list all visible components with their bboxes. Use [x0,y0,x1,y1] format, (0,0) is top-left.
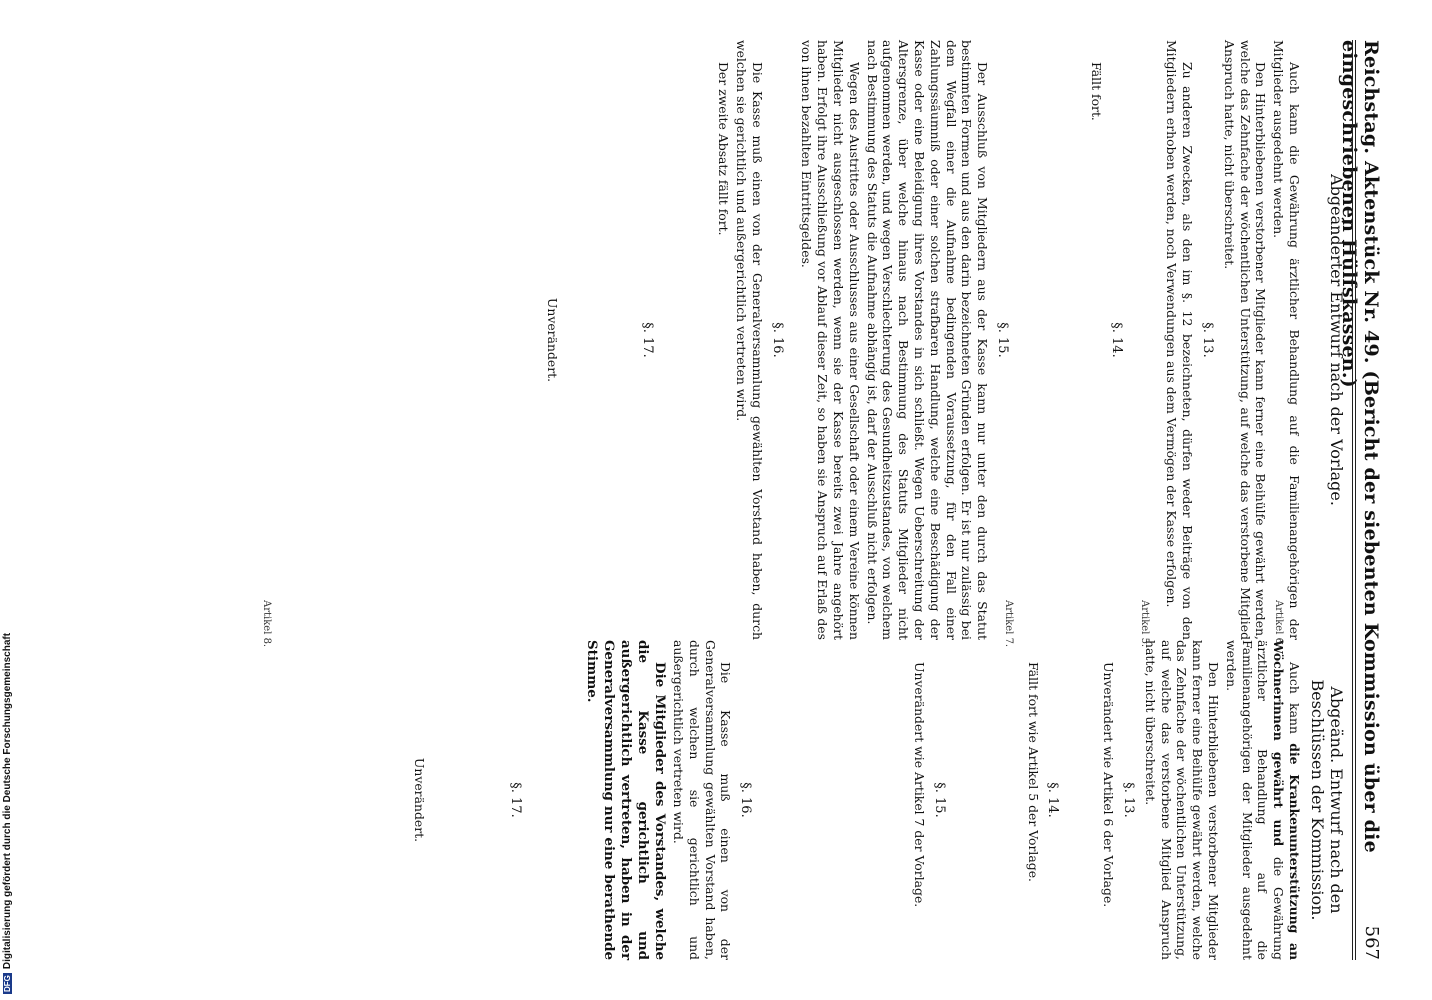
right-paragraph: Unverändert wie Artikel 7 der Vorlage. [912,662,928,908]
section-heading: §. 17. [640,322,656,358]
left-paragraph: Der zweite Absatz fällt fort. [716,62,732,236]
left-paragraph: Den Hinterbliebenen verstorbener Mitglieder kann ferner eine Beihülfe gewährt werden, welche das Zehnfache der wöchentlichen Unterstützung, auf welche das verstorbene Mitglied Anspruch hatte, nicht überschreitet. [1221,40,1269,640]
margin-note: Artikel 7. [1003,600,1014,648]
section-heading: §. 16. [738,782,754,818]
margin-note: Artikel 8. [261,600,272,648]
margin-note: Artikel 5. [1139,600,1150,648]
right-column-title: Abgeänd. Entwurf nach den Beschlüssen der Kommission. [1308,679,1346,921]
left-paragraph: Die Kasse muß einen von der Generalversammlung gewählten Vorstand haben, durch welchen sie gerichtlich und außergerichtlich vertreten wird. [734,40,765,640]
page-number: 567 [1361,925,1382,960]
spacer [759,640,909,960]
header-rule-2 [1352,40,1353,960]
left-paragraph: Der Ausschluß von Mitgliedern aus der Kasse kann nur unter den durch das Statut bestimmten Formen und aus den darin bezeichneten Gründen erfolgen. Er ist nur zulässig bei dem Wegfall einer die Aufnahme bedingenden Voraussetzung, für den Fall einer Zahlungssäumniß oder einer solchen strafbaren Handlung, welche eine Beschädigung der Kasse oder eine Beleidigung ihres Vorstandes in sich schließt. Wegen Ueberschreitung der Altersgrenze, über welche hinaus nach Bestimmung des Statuts Mitglieder nicht aufgenommen werden, und wegen Verschlechterung des Gesundheitszustandes, von welchem nach Bestimmung des Statuts die Aufnahme abhängig ist, darf der Ausschluß nicht erfolgen. [864,40,991,640]
section-heading: §. 15. [931,782,947,818]
section-heading: §. 13. [1121,782,1137,818]
text-run: Auch kann [1287,662,1302,744]
left-paragraph: Wegen des Austrittes oder Ausschlusses aus einer Gesellschaft oder einem Vereine können Mitglieder nicht ausgeschlossen werden, wenn sie der Kasse bereits zwei Jahre angehört haben. Erfolgt ihre Ausschließung vor Ablauf dieser Zeit, so haben sie Anspruch auf Erlaß des von ihnen bezahlten Eintrittsgeldes. [799,40,862,640]
right-paragraph: Die Mitglieder des Vorstandes, welche die Kasse gerichtlich und außergerichtlich vertreten, haben in der Generalversammlung nur eine berathende Stimme. [584,640,669,960]
section-heading: §. 16. [769,322,785,358]
left-paragraph: Zu anderen Zwecken, als den im §. 12 bezeichneten, dürfen weder Beiträge von den Mitgliedern erhoben werden, noch Verwendungen aus dem Vermögen der Kasse erfolgen. [1164,40,1196,640]
right-column [412,640,1302,960]
left-paragraph: Auch kann die Gewährung ärztlicher Behandlung auf die Familienangehörigen der Mitglieder ausgedehnt werden. [1271,40,1302,640]
margin-note: Artikel 6. [1273,600,1284,648]
left-paragraph: Fällt fort. [1088,62,1104,121]
funding-text: Digitalisierung gefördert durch die Deutsche Forschungsgemeinschaft [2,632,13,970]
section-heading: §. 13. [1200,322,1216,358]
right-paragraph: Die Kasse muß einen von der Generalversammlung gewählten Vorstand haben, durch welchen sie gerichtlich und außergerichtlich vertreten wird. [671,640,734,960]
right-paragraph: Den Hinterbliebenen verstorbener Mitglieder kann ferner eine Beihülfe gewährt werden, welche das Zehnfache der wöchentlichen Unterstützung, auf welche das verstorbene Mitglied Anspruch hatte, nicht überschreitet. [1142,640,1222,960]
right-paragraph [1223,640,1302,960]
right-paragraph: Fällt fort wie Artikel 5 der Vorlage. [1025,662,1041,882]
running-title: Reichstag. Aktenstück Nr. 49. (Bericht der siebenten Kommission über die eingeschriebenen Hülfskassen.) [1338,40,1382,853]
emphasized-text: die Krankenunterstützung an Wöchnerinnen gewährt und [1271,640,1302,960]
right-paragraph: Unverändert. [412,757,428,843]
left-paragraph: Unverändert. [544,297,560,383]
right-paragraph: Unverändert wie Artikel 6 der Vorlage. [1101,662,1117,908]
left-column-title: Abgeänderter Entwurf nach der Vorlage. [1327,174,1346,506]
page-header [1338,40,1396,960]
section-heading: §. 14. [1045,782,1061,818]
left-column [544,40,1302,640]
spacer [953,640,1023,960]
section-heading: §. 14. [1108,322,1124,358]
section-heading: §. 15. [995,322,1011,358]
spacer [1016,40,1086,640]
dfg-logo: DFG [3,975,12,992]
header-rule [1355,40,1356,960]
text-run: die Gewährung ärztlicher Behandlung auf die Familienangehörigen der Mitglieder ausgedehnt werden. [1223,640,1287,960]
section-heading: §. 17. [508,782,524,818]
